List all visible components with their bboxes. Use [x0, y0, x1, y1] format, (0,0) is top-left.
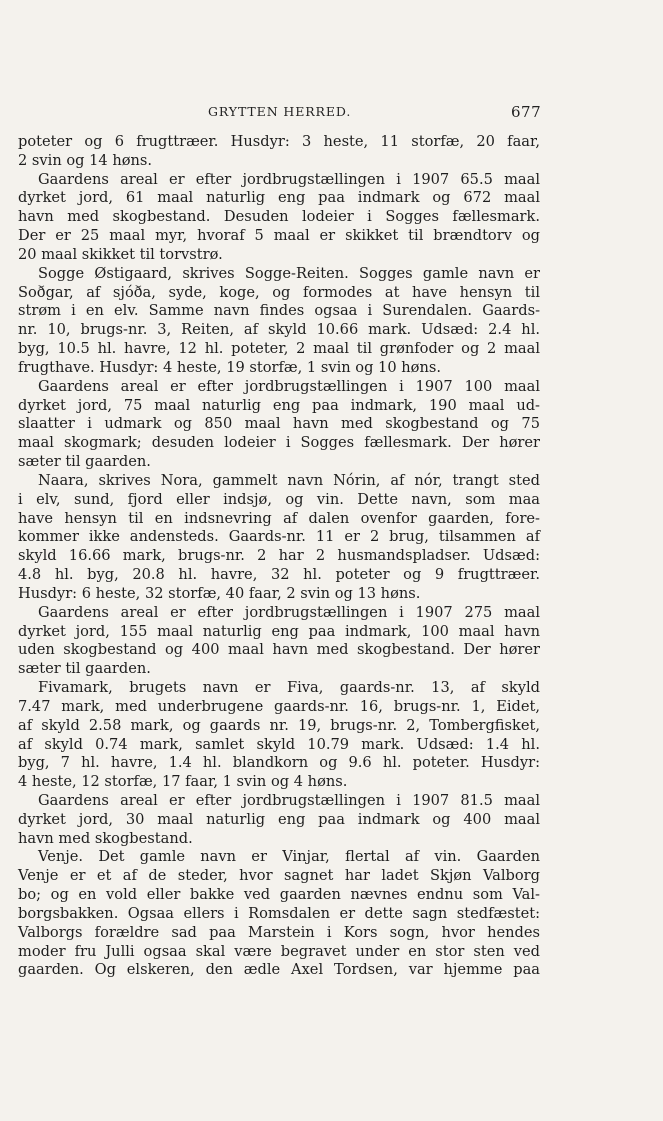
- text-line: poteter og 6 frugttræer. Husdyr: 3 heste, 11 storfæ, 20 faar,: [18, 133, 540, 150]
- text-line: Der er 25 maal myr, hvoraf 5 maal er skikket til brændtorv og: [18, 227, 540, 245]
- text-line: Venje er et af de steder, hvor sagnet har ladet Skjøn Valborg: [18, 867, 540, 885]
- text-line: byg, 7 hl. havre, 1.4 hl. blandkorn og 9.6 hl. poteter. Husdyr:: [18, 754, 540, 772]
- text-line: slaatter i udmark og 850 maal havn med skogbestand og 75: [18, 415, 540, 433]
- text-line: Gaardens areal er efter jordbrugstællingen i 1907 100 maal: [38, 377, 540, 395]
- text-line: have hensyn til en indsnevring af dalen ovenfor gaarden, fore-: [18, 509, 540, 527]
- text-line: 4 heste, 12 storfæ, 17 faar, 1 svin og 4 høns.: [18, 773, 348, 791]
- text-line: Soðgar, af sjóða, syde, koge, og formodes at have hensyn til: [18, 283, 540, 301]
- text-line: uden skogbestand og 400 maal havn med skogbestand. Der hører: [18, 641, 540, 659]
- running-header: [0, 104, 663, 122]
- text-line: Gaardens areal er efter jordbrugstællingen i 1907 65.5 maal: [38, 170, 540, 188]
- header-title: GRYTTEN HERRED.: [208, 104, 352, 119]
- text-line: 2 svin og 14 høns.: [18, 151, 153, 169]
- body-text: [18, 133, 540, 980]
- page-number: 677: [511, 103, 542, 121]
- text-line: 20 maal skikket til torvstrø.: [18, 245, 223, 263]
- text-line: dyrket jord, 30 maal naturlig eng paa indmark og 400 maal: [18, 810, 540, 828]
- text-line: dyrket jord, 75 maal naturlig eng paa indmark, 190 maal ud-: [18, 396, 540, 414]
- text-line: byg, 10.5 hl. havre, 12 hl. poteter, 2 maal til grønfoder og 2 maal: [18, 340, 540, 358]
- text-line: frugthave. Husdyr: 4 heste, 19 storfæ, 1 svin og 10 høns.: [18, 358, 441, 376]
- text-line: Gaardens areal er efter jordbrugstællingen i 1907 81.5 maal: [38, 791, 540, 809]
- text-line: Sogge Østigaard, skrives Sogge-Reiten. Sogges gamle navn er: [38, 264, 540, 282]
- text-line: af skyld 0.74 mark, samlet skyld 10.79 mark. Udsæd: 1.4 hl.: [18, 735, 540, 753]
- text-line: 4.8 hl. byg, 20.8 hl. havre, 32 hl. poteter og 9 frugttræer.: [18, 566, 540, 584]
- text-line: nr. 10, brugs-nr. 3, Reiten, af skyld 10.66 mark. Udsæd: 2.4 hl.: [18, 321, 540, 339]
- text-line: skyld 16.66 mark, brugs-nr. 2 har 2 husmandspladser. Udsæd:: [18, 547, 540, 565]
- text-line: Venje. Det gamle navn er Vinjar, flertal af vin. Gaarden: [38, 848, 540, 866]
- text-line: borgsbakken. Ogsaa ellers i Romsdalen er dette sagn stedfæstet:: [18, 904, 540, 922]
- text-line: af skyld 2.58 mark, og gaards nr. 19, brugs-nr. 2, Tombergfisket,: [18, 716, 540, 734]
- text-line: Valborgs forældre sad paa Marstein i Kors sogn, hvor hendes: [18, 923, 540, 941]
- text-line: kommer ikke andensteds. Gaards-nr. 11 er 2 brug, tilsammen af: [18, 528, 540, 546]
- text-line: Fivamark, brugets navn er Fiva, gaards-nr. 13, af skyld: [38, 679, 540, 697]
- text-line: havn med skogbestand. Desuden lodeier i Sogges fællesmark.: [18, 208, 540, 226]
- text-line: maal skogmark; desuden lodeier i Sogges fællesmark. Der hører: [18, 434, 540, 452]
- text-line: Naara, skrives Nora, gammelt navn Nórin, af nór, trangt sted: [38, 471, 540, 489]
- text-line: strøm i en elv. Samme navn findes ogsaa i Surendalen. Gaards-: [18, 302, 540, 320]
- text-line: sæter til gaarden.: [18, 453, 151, 471]
- text-line: moder fru Julli ogsaa skal være begravet under en stor sten ved: [18, 942, 540, 960]
- text-line: sæter til gaarden.: [18, 660, 151, 678]
- text-line: Husdyr: 6 heste, 32 storfæ, 40 faar, 2 svin og 13 høns.: [18, 584, 421, 602]
- text-line: havn med skogbestand.: [18, 829, 193, 847]
- text-line: gaarden. Og elskeren, den ædle Axel Tordsen, var hjemme paa: [18, 961, 540, 979]
- text-line: 7.47 mark, med underbrugene gaards-nr. 16, brugs-nr. 1, Eidet,: [18, 697, 540, 715]
- text-line: bo; og en vold eller bakke ved gaarden nævnes endnu som Val-: [18, 886, 540, 904]
- text-line: dyrket jord, 155 maal naturlig eng paa indmark, 100 maal havn: [18, 622, 540, 640]
- text-line: i elv, sund, fjord eller indsjø, og vin. Dette navn, som maa: [18, 490, 540, 508]
- text-line: Gaardens areal er efter jordbrugstællingen i 1907 275 maal: [38, 603, 540, 621]
- text-line: dyrket jord, 61 maal naturlig eng paa indmark og 672 maal: [18, 189, 540, 207]
